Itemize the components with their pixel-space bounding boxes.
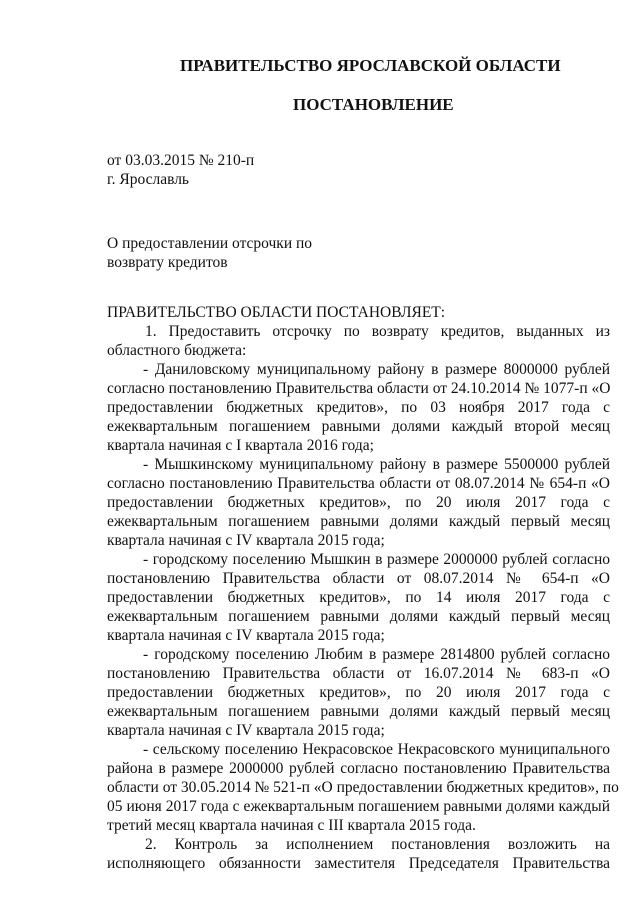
body-line: - городскому поселению Мышкин в размере 2000000 рублей согласно [143,551,610,568]
body-line: района в размере 2000000 рублей согласно постановлению Правительства [107,760,610,777]
body-line: предоставлении бюджетных кредитов», по 20 июля 2017 года с [107,684,610,701]
body-line: - сельскому поселению Некрасовское Некрасовского муниципального [143,741,610,758]
subject-line: возврату кредитов [107,254,228,271]
body-line: - Даниловскому муниципальному району в размере 8000000 рублей [143,361,610,378]
body-line: предоставлении бюджетных кредитов», по 03 ноября 2017 года с [107,399,610,416]
resolves-heading: ПРАВИТЕЛЬСТВО ОБЛАСТИ ПОСТАНОВЛЯЕТ: [107,304,446,321]
body-line: квартала начиная с IV квартала 2015 года; [107,722,385,739]
body-line: 05 июня 2017 года с ежеквартальным погашением равными долями каждый [107,798,610,815]
body-line: постановлению Правительства области от 16.07.2014 № 683-п «О [107,665,610,682]
body-line: ежеквартальным погашением равными долями каждый первый месяц [107,513,610,530]
body-line: постановлению Правительства области от 08.07.2014 № 654-п «О [107,570,610,587]
body-line: 1. Предоставить отсрочку по возврату кредитов, выданных из [145,323,610,340]
date-number: от 03.03.2015 № 210-п [107,152,255,169]
body-line: ежеквартальным погашением равными долями каждый первый месяц [107,608,610,625]
body-line: - городскому поселению Любим в размере 2814800 рублей согласно [143,646,610,663]
city: г. Ярославль [107,171,189,188]
document-type-title: ПОСТАНОВЛЕНИЕ [293,95,454,114]
subject-line: О предоставлении отсрочки по [107,235,313,252]
body-line: 2. Контроль за исполнением постановления возложить на [145,836,610,853]
body-line: исполняющего обязанности заместителя Председателя Правительства [107,855,610,872]
body-line: ежеквартальным погашением равными долями каждый второй месяц [107,418,610,435]
body-line: третий месяц квартала начиная с III квартала 2015 года. [107,817,476,834]
body-line: ежеквартальным погашением равными долями каждый первый месяц [107,703,610,720]
body-line: области от 30.05.2014 № 521-п «О предоставлении бюджетных кредитов», по [107,779,619,796]
body-line: квартала начиная с IV квартала 2015 года; [107,627,385,644]
body-line: предоставлении бюджетных кредитов», по 20 июля 2017 года с [107,494,610,511]
government-title: ПРАВИТЕЛЬСТВО ЯРОСЛАВСКОЙ ОБЛАСТИ [180,56,561,75]
body-line: - Мышкинскому муниципальному району в размере 5500000 рублей [143,456,610,473]
body-line: согласно постановлению Правительства области от 08.07.2014 № 654-п «О [107,475,610,492]
body-line: предоставлении бюджетных кредитов», по 14 июля 2017 года с [107,589,610,606]
body-line: областного бюджета: [107,342,247,359]
body-line: согласно постановлению Правительства области от 24.10.2014 № 1077-п «О [107,380,611,397]
body-line: квартала начиная с IV квартала 2015 года; [107,532,385,549]
body-line: квартала начиная с I квартала 2016 года; [107,437,374,454]
